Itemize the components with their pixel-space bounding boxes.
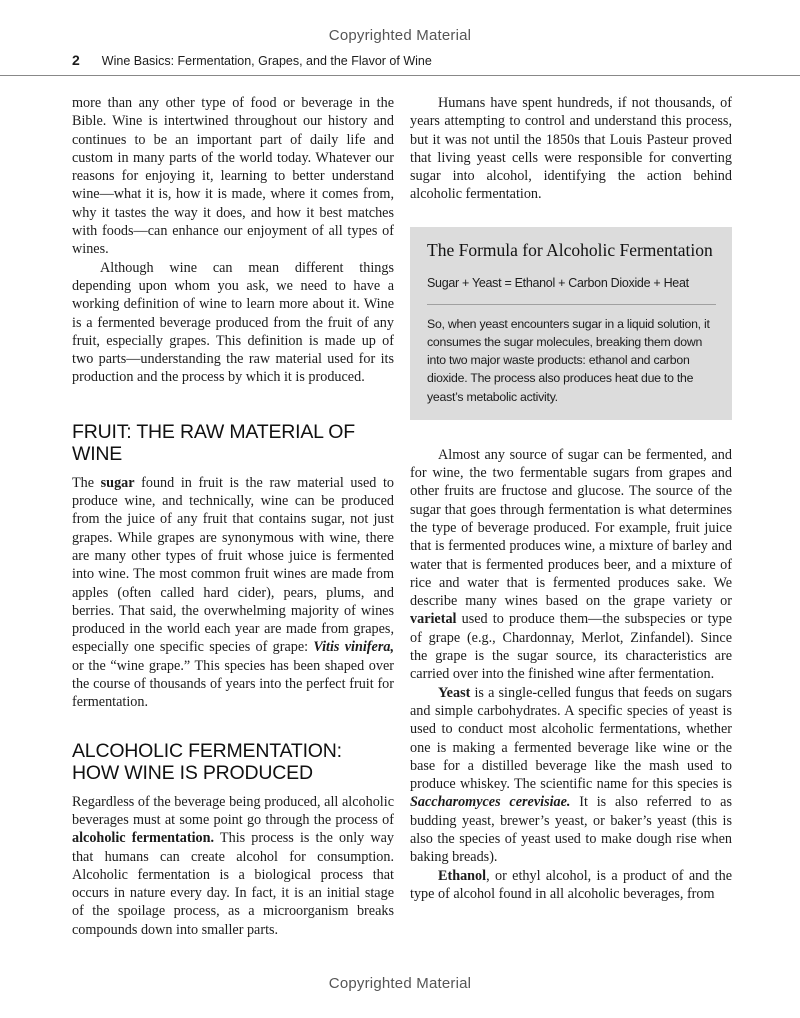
text-run: The bbox=[72, 474, 101, 491]
text-run: , or ethyl alcohol, is a product of and the type of alcohol found in all alcoholic beverages, from bbox=[410, 867, 732, 902]
text-run: or the “wine grape.” This species has been shaped over the course of thousands of years into the perfect fruit for fermentation. bbox=[72, 657, 394, 711]
sidebar-divider bbox=[427, 304, 716, 305]
section-heading-fermentation: ALCOHOLIC FERMENTATION: HOW WINE IS PRODUCED bbox=[72, 739, 342, 784]
text-run: This process is the only way that humans can create alcohol for consumption. Alcoholic fermentation is a biological process that occurs in nature every day. In fact, it is an initial stage of the spoilage process, as a microorganism breaks compounds down into smaller parts. bbox=[72, 830, 394, 938]
text-run: Almost any source of sugar can be fermented, and for wine, the two fermentable sugars from grapes and other fruits are fructose and glucose. The source of the sugar that goes through fermentation is what determines the type of beverage produced. For example, fruit juice that is fermented produces wine, a mixture of barley and water that is fermented produces beer, and a mixture of rice and water that is fermented produces sake. We describe many wines based on the grape variety or bbox=[410, 446, 732, 610]
formula-sidebar bbox=[410, 227, 732, 420]
right-column bbox=[410, 94, 732, 903]
copyright-watermark-top: Copyrighted Material bbox=[328, 27, 472, 44]
term-sugar: sugar bbox=[100, 474, 135, 491]
term-vitis-vinifera: Vitis vinifera, bbox=[313, 639, 394, 656]
text-run: Regardless of the beverage being produced, all alcoholic beverages must at some point go through the process of bbox=[72, 793, 394, 828]
header-rule bbox=[0, 75, 800, 76]
sidebar-title: The Formula for Alcoholic Fermentation bbox=[427, 239, 713, 260]
paragraph bbox=[410, 684, 732, 867]
text-run: used to produce them—the subspecies or type of grape (e.g., Chardonnay, Merlot, Zinfandel). Since the grape is the sugar source, its characteristics are carried over into the finished wine after fermentation. bbox=[410, 611, 732, 683]
section-heading-fruit: FRUIT: THE RAW MATERIAL OF WINE bbox=[72, 420, 355, 465]
paragraph bbox=[72, 474, 394, 712]
text-run: It is also referred to as budding yeast, brewer’s yeast, or baker’s yeast (this is also the species of yeast used to make dough rise when baking breads). bbox=[410, 794, 732, 866]
fermentation-formula: Sugar + Yeast = Ethanol + Carbon Dioxide + Heat bbox=[427, 275, 689, 290]
text-run: found in fruit is the raw material used to produce wine, and technically, wine can be produced from the juice of any fruit that contains sugar, not just grapes. While grapes are synonymous with wine, there are many other types of fruit whose juice is fermented into wine. The most common fruit wines are made from apples (often called hard cider), pears, plums, and berries. That said, the overwhelming majority of wines produced in the world each year are made from grapes, especially one specific species of grape: bbox=[72, 474, 394, 656]
left-column bbox=[72, 94, 394, 939]
page-number: 2 bbox=[72, 52, 80, 68]
term-yeast: Yeast bbox=[438, 684, 471, 701]
term-ethanol: Ethanol bbox=[438, 867, 487, 884]
paragraph: Humans have spent hundreds, if not thousands, of years attempting to control and understand this process, but it was not until the 1850s that Louis Pasteur proved that living yeast cells were responsible for converting sugar into alcohol, identifying the action behind alcoholic fermentation. bbox=[410, 95, 732, 203]
paragraph bbox=[410, 867, 732, 904]
text-run: is a single-celled fungus that feeds on sugars and simple carbohydrates. A specific species of yeast is used to conduct most alcoholic fermentations, whether one is making a fermented beverage like wine or the base for a distilled beverage like the mash used to produce whiskey. The scientific name for this species is bbox=[410, 684, 732, 793]
term-varietal: varietal bbox=[410, 611, 457, 628]
paragraph bbox=[72, 793, 394, 939]
running-title: Wine Basics: Fermentation, Grapes, and the Flavor of Wine bbox=[101, 54, 432, 68]
paragraph: Although wine can mean different things depending upon whom you ask, we need to have a working definition of wine to learn more about it. Wine is a fermented beverage produced from the fruit of any fruit, especially grapes. This definition is made up of two parts—understanding the raw material used for its production and the process by which it is produced. bbox=[72, 259, 394, 386]
running-header bbox=[72, 52, 732, 68]
paragraph: more than any other type of food or beverage in the Bible. Wine is intertwined throughout our history and continues to be an important part of daily life and custom in many parts of the world today. Whatever our reasons for enjoying it, learning to better understand wine—what it is, how it is made, where it comes from, why it tastes the way it does, and how it best matches with foods—can enhance our enjoyment of all types of wines. bbox=[72, 95, 394, 258]
copyright-watermark-bottom: Copyrighted Material bbox=[328, 975, 472, 992]
term-saccharomyces: Saccharomyces cerevisiae. bbox=[410, 794, 571, 811]
sidebar-text: So, when yeast encounters sugar in a liquid solution, it consumes the sugar molecules, breaking them down into two major waste products: ethanol and carbon dioxide. The process also produces heat due to the yeast’s metabolic activity. bbox=[427, 316, 710, 404]
paragraph bbox=[410, 446, 732, 684]
term-alcoholic-fermentation: alcoholic fermentation. bbox=[72, 830, 215, 847]
